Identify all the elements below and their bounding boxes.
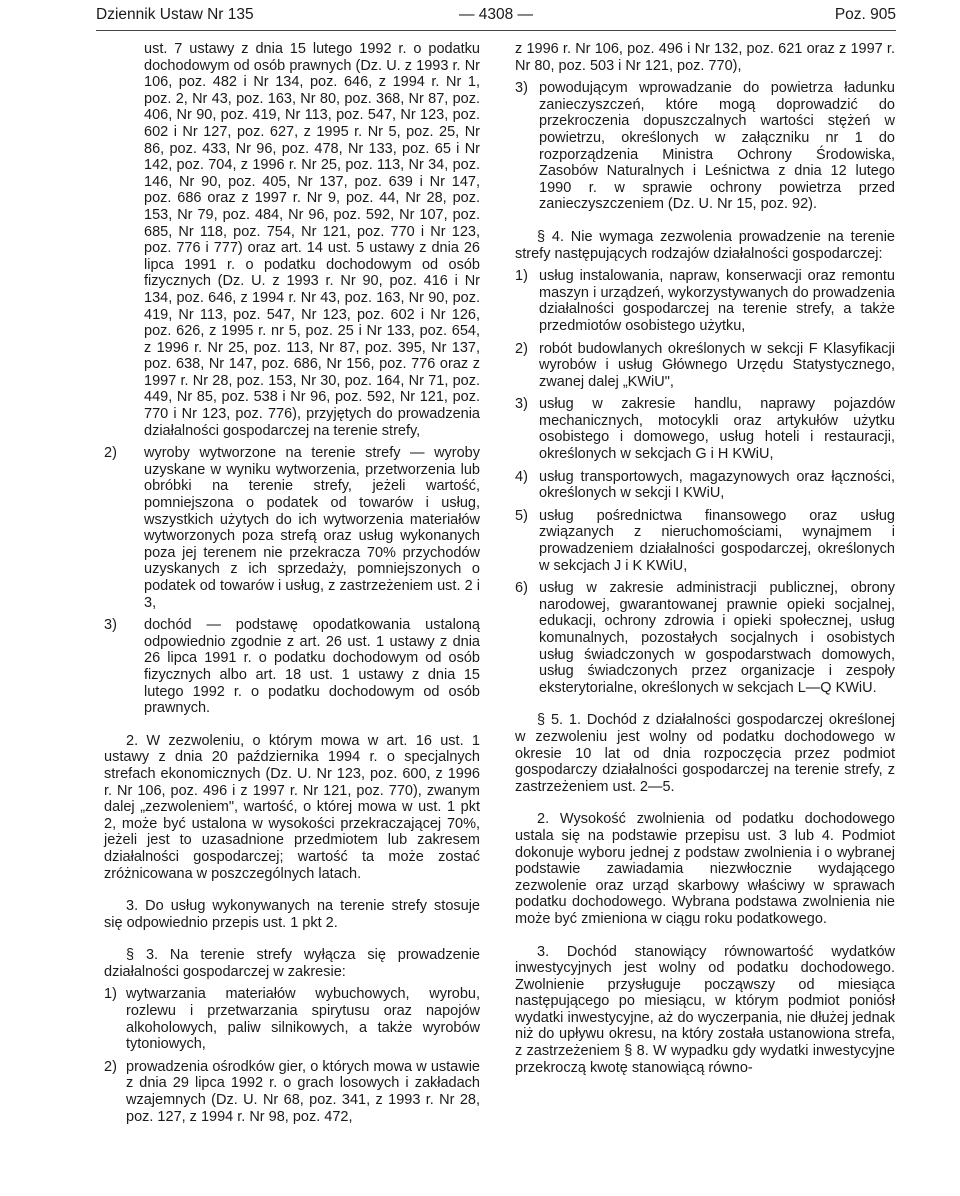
paragraph-2: 2. W zezwoleniu, o którym mowa w art. 16 ust. 1 ustawy z dnia 20 października 1994 r. o specjalnych strefach ekonomicznych (Dz. U. Nr 123, poz. 600, z 1996 r. Nr 106, poz. 496 i z 1997 r. Nr 121, poz. 770), zwanym dalej „zezwoleniem", wartość, o której mowa w ust. 1 pkt 2, może być ustalona w wysokości przekraczającej 70%, jeżeli jest to uzasadnione przedmiotem lub zakresem działalności gospodarczej; wartość ta może zostać zróżnicowana w poszczególnych latach. — [104, 732, 480, 882]
list-item — [515, 396, 895, 462]
list-item — [515, 80, 895, 213]
list-item — [104, 617, 480, 717]
item-text: usług pośrednictwa finansowego oraz usług związanych z nieruchomościami, wynajmem i prowadzeniem działalności gospodarczej, określonych w sekcjach J i K KWiU, — [539, 507, 895, 574]
list-item — [104, 445, 480, 611]
item-text: usług instalowania, napraw, konserwacji oraz remontu maszyn i urządzeń, wykorzystywanych do prowadzenia działalności gospodarczej na terenie strefy, a także przedmiotów osobistego użytku, — [539, 268, 895, 334]
position-number: Poz. 905 — [834, 6, 896, 23]
header-divider — [96, 30, 896, 31]
item-number: 3) — [104, 617, 117, 634]
item-text: robót budowlanych określonych w sekcji F Klasyfikacji wyrobów i usług Głównego Urzędu Statystycznego, zwanej dalej „KWiU", — [539, 340, 895, 390]
section-5-1: § 5. 1. Dochód z działalności gospodarczej określonej w zezwoleniu jest wolny od podatku dochodowego w okresie 10 lat od dnia rozpoczęcia przez podmiot gospodarczy działalności gospodarczej na terenie strefy, z zastrzeżeniem ust. 2—5. — [515, 712, 895, 795]
continuation-paragraph: ust. 7 ustawy z dnia 15 lutego 1992 r. o podatku dochodowym od osób prawnych (Dz. U. z 1993 r. Nr 106, poz. 482 i Nr 134, poz. 646, z 1994 r. Nr 1, poz. 2, Nr 43, poz. 163, Nr 80, poz. 368, Nr 87, poz. 406, Nr 90, poz. 419, Nr 113, poz. 547, Nr 123, poz. 602 i Nr 127, poz. 627, z 1995 r. Nr 5, poz. 25, Nr 86, poz. 433, Nr 96, poz. 478, Nr 133, poz. 65 i Nr 142, poz. 704, z 1996 r. Nr 25, poz. 113, Nr 34, poz. 146, Nr 90, poz. 405, Nr 137, poz. 639 i Nr 147, poz. 686 oraz z 1997 r. Nr 9, poz. 44, Nr 28, poz. 153, Nr 79, poz. 484, Nr 96, poz. 592, Nr 107, poz. 685, Nr 118, poz. 754, Nr 121, poz. 770 i Nr 123, poz. 776 i 777) oraz art. 14 ust. 5 ustawy z dnia 26 lipca 1991 r. o podatku dochodowym od osób fizycznych (Dz. U. z 1993 r. Nr 90, poz. 416 i Nr 134, poz. 646, z 1994 r. Nr 43, poz. 163, Nr 90, poz. 419, Nr 113, poz. 547, Nr 123, poz. 602 i Nr 126, poz. 626, z 1995 r. nr 5, poz. 25 i Nr 133, poz. 654, z 1996 r. Nr 25, poz. 113, Nr 87, poz. 395, Nr 137, poz. 638, Nr 147, poz. 686, Nr 156, poz. 776 oraz z 1997 r. Nr 28, poz. 153, Nr 30, poz. 164, Nr 71, poz. 449, Nr 85, poz. 538 i Nr 96, poz. 592, Nr 121, poz. 770 i Nr 123, poz. 776), przyjętych do prowadzenia działalności gospodarczej na terenie strefy, — [144, 41, 480, 439]
right-column — [515, 41, 895, 1076]
item-text: powodującym wprowadzanie do powietrza ładunku zanieczyszczeń, które mogą doprowadzić do przekroczenia dopuszczalnych wartości stężeń w powietrzu, określonych w załączniku nr 1 do rozporządzenia Ministra Ochrony Środowiska, Zasobów Naturalnych i Leśnictwa z dnia 12 lutego 1990 r. w sprawie ochrony powietrza przed zanieczyszczeniem (Dz. U. Nr 15, poz. 92). — [539, 80, 895, 213]
paragraph-2: 2. Wysokość zwolnienia od podatku dochodowego ustala się na podstawie przepisu ust. 3 lub 4. Podmiot dokonuje wyboru jednej z podstaw zwolnienia i o wybranej podstawie zawiadamia niezwłocznie wydającego zezwolenie oraz urząd skarbowy właściwy w sprawach podatku dochodowego. Wybrana podstawa zwolnienia nie może być zmieniona w ciągu roku podatkowego. — [515, 811, 895, 927]
paragraph-3: 3. Do usług wykonywanych na terenie strefy stosuje się odpowiednio przepis ust. 1 pkt 2. — [104, 898, 480, 931]
journal-title: Dziennik Ustaw Nr 135 — [96, 6, 254, 23]
item-number: 6) — [515, 580, 528, 597]
list-item — [515, 469, 895, 502]
item-number: 1) — [104, 986, 117, 1003]
section-3: § 3. Na terenie strefy wyłącza się prowadzenie działalności gospodarczej w zakresie: — [104, 947, 480, 980]
list-item — [104, 986, 480, 1052]
item-number: 2) — [515, 340, 528, 357]
item-text: wytwarzania materiałów wybuchowych, wyrobu, rozlewu i przetwarzania spirytusu oraz napojów alkoholowych, paliw silnikowych, a także wyrobów tytoniowych, — [126, 986, 480, 1053]
page-header — [96, 4, 896, 26]
list-item — [515, 508, 895, 574]
list-item — [515, 341, 895, 391]
page-number: — 4308 — — [458, 6, 534, 23]
item-text: usług transportowych, magazynowych oraz łączności, określonych w sekcji I KWiU, — [539, 468, 895, 502]
item-text: prowadzenia ośrodków gier, o których mowa w ustawie z dnia 29 lipca 1992 r. o grach losowych i zakładach wzajemnych (Dz. U. Nr 68, poz. 341, z 1993 r. Nr 28, poz. 127, z 1994 r. Nr 98, poz. 472, — [126, 1058, 480, 1125]
item-number: 3) — [515, 396, 528, 413]
item-number: 2) — [104, 445, 117, 462]
item-number: 3) — [515, 80, 528, 97]
item-text: usług w zakresie handlu, naprawy pojazdów mechanicznych, motocykli oraz artykułów użytku osobistego i domowego, usług hoteli i restauracji, określonych w sekcjach G i H KWiU, — [539, 396, 895, 463]
list-item — [104, 1059, 480, 1125]
left-column — [104, 41, 480, 1125]
continuation-paragraph: z 1996 r. Nr 106, poz. 496 i Nr 132, poz. 621 oraz z 1997 r. Nr 80, poz. 503 i Nr 121, poz. 770), — [515, 41, 895, 74]
paragraph-3: 3. Dochód stanowiący równowartość wydatków inwestycyjnych jest wolny od podatku dochodowego. Zwolnienie przysługuje począwszy od miesiąca następującego po miesiącu, w którym podmiot poniósł wydatki inwestycyjne, aż do wyczerpania, nie dłużej jednak niż do upływu okresu, na który została ustanowiona strefa, z zastrzeżeniem § 8. W wypadku gdy wydatki inwestycyjne przekroczą kwotę stanowiącą równo- — [515, 943, 895, 1076]
item-number: 2) — [104, 1058, 117, 1075]
item-text: usług w zakresie administracji publicznej, obrony narodowej, gwarantowanej prawnie opieki socjalnej, edukacji, ochrony zdrowia i opieki społecznej, usług komunalnych, pozostałych socjalnych i osobistych usług świadczonych w gospodarstwach domowych, usług świadczonych przez organizacje i zespoły eksterytorialne, określonych w sekcjach L—Q KWiU. — [539, 580, 895, 696]
list-item — [515, 268, 895, 334]
item-text: dochód — podstawę opodatkowania ustaloną odpowiednio zgodnie z art. 26 ust. 1 ustawy z dnia 26 lipca 1991 r. o podatku dochodowym od osób fizycznych albo art. 18 ust. 1 ustawy z dnia 15 lutego 1992 r. o podatku dochodowym od osób prawnych. — [144, 617, 480, 717]
item-number: 4) — [515, 468, 528, 485]
list-item — [515, 580, 895, 696]
item-number: 5) — [515, 507, 528, 524]
section-4: § 4. Nie wymaga zezwolenia prowadzenie na terenie strefy następujących rodzajów działalności gospodarczej: — [515, 228, 895, 262]
item-number: 1) — [515, 268, 528, 285]
item-text: wyroby wytworzone na terenie strefy — wyroby uzyskane w wyniku wytworzenia, przetworzenia lub obróbki na terenie strefy, jeżeli wartość, pomniejszona o podatek od towarów i usług, wszystkich użytych do ich wytworzenia materiałów wytworzonych poza strefą oraz usług wykonanych poza jej terenem nie przekracza 70% przychodów uzyskanych z ich sprzedaży, pomniejszonych o podatek od towarów i usług, z zastrzeżeniem ust. 2 i 3, — [144, 445, 480, 611]
